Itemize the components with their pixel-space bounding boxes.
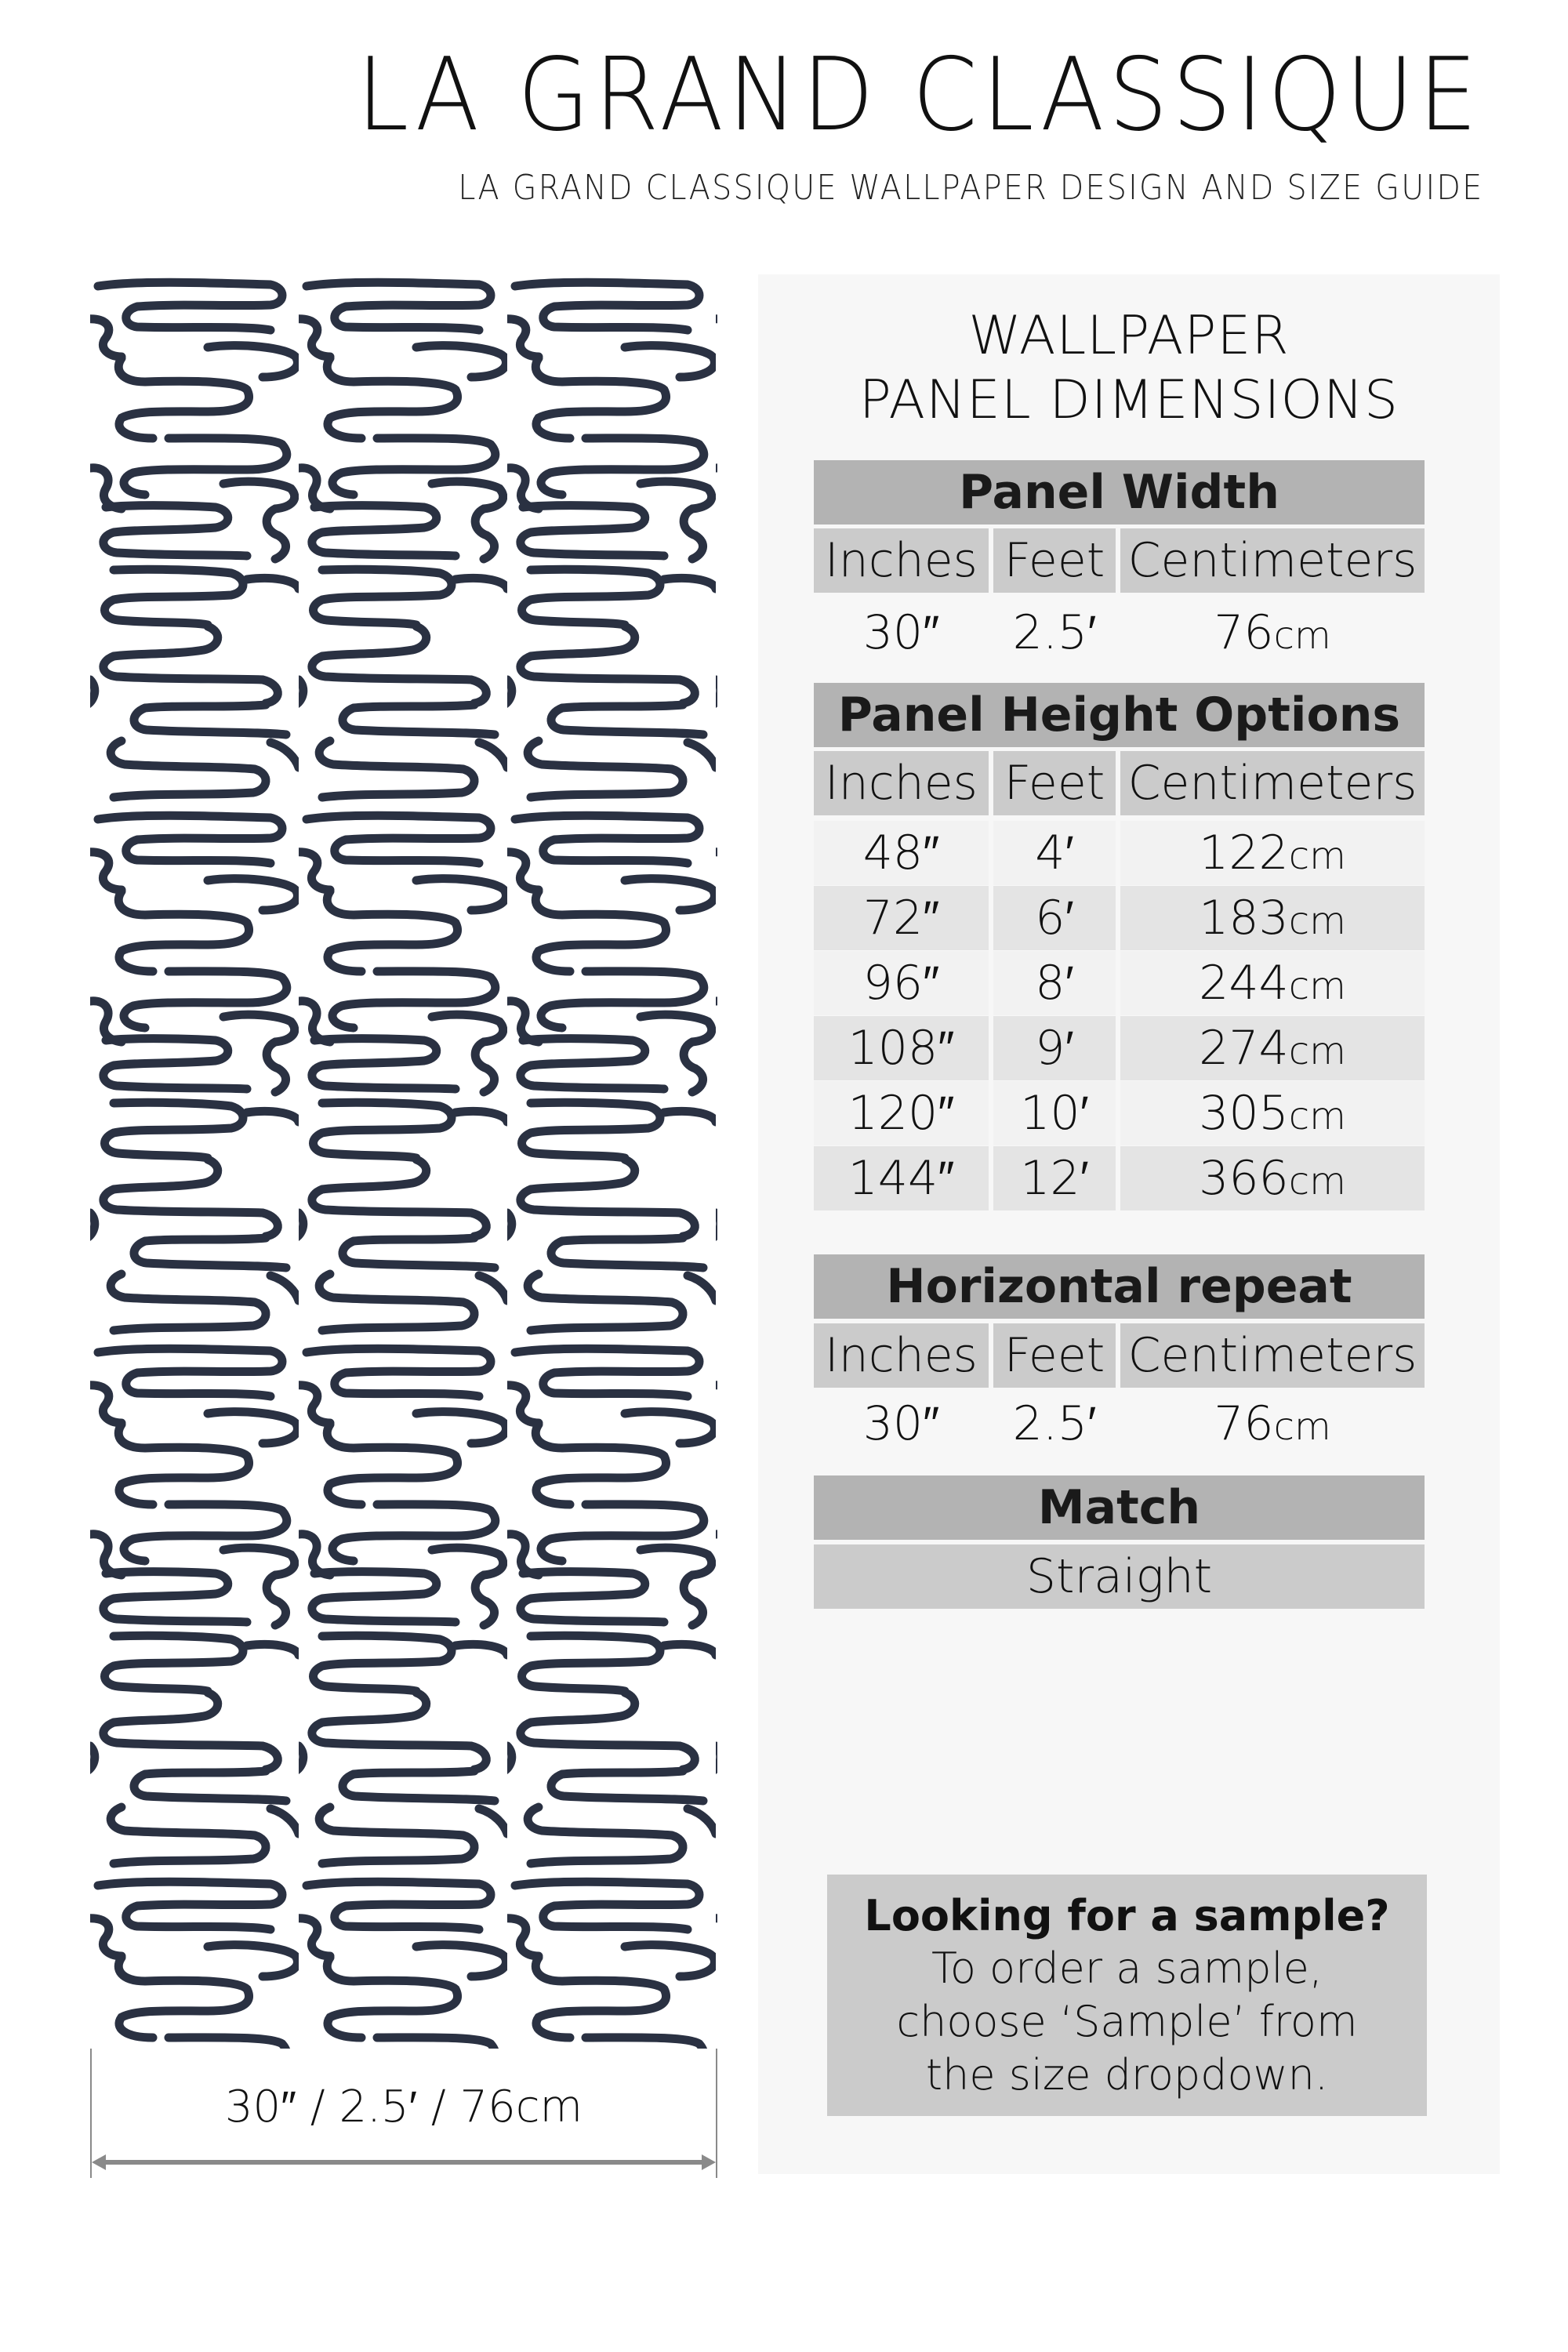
unit: cm xyxy=(1288,834,1346,878)
height-inches: 120″ xyxy=(814,1081,989,1145)
repeat-feet: 2.5′ xyxy=(1012,1396,1097,1451)
unit: cm xyxy=(1288,964,1346,1008)
value: 366 xyxy=(1199,1151,1289,1206)
panel-width-dimension-label: 30″ / 2.5′ / 76cm xyxy=(224,2082,583,2132)
repeat-cm xyxy=(1120,1392,1425,1456)
height-inches: 48″ xyxy=(814,821,989,885)
table-row xyxy=(814,1146,1425,1210)
panel-heading-line1: WALLPAPER xyxy=(968,305,1290,367)
panel-width-values-row xyxy=(814,601,1425,665)
height-feet: 9′ xyxy=(993,1016,1116,1080)
column-header-feet: Feet xyxy=(993,1323,1116,1388)
horizontal-repeat-column-headers xyxy=(814,1323,1425,1388)
panel-height-header: Panel Height Options xyxy=(814,683,1425,747)
wallpaper-pattern-preview xyxy=(90,272,717,2049)
height-feet: 12′ xyxy=(993,1146,1116,1210)
match-header: Match xyxy=(814,1475,1425,1540)
column-header-centimeters: Centimeters xyxy=(1120,528,1425,593)
column-header-feet: Feet xyxy=(993,528,1116,593)
height-cm xyxy=(1120,886,1425,950)
height-inches: 96″ xyxy=(814,951,989,1015)
unit: cm xyxy=(1273,1405,1331,1449)
panel-width-inches: 30″ xyxy=(862,605,940,660)
horizontal-repeat-header: Horizontal repeat xyxy=(814,1254,1425,1319)
table-row xyxy=(814,951,1425,1015)
sample-title: Looking for a sample? xyxy=(864,1891,1390,1940)
value: 122 xyxy=(1199,826,1289,880)
value: 305 xyxy=(1199,1086,1289,1141)
column-header-centimeters: Centimeters xyxy=(1120,1323,1425,1388)
unit: cm xyxy=(1288,1029,1346,1073)
double-arrow-icon xyxy=(92,2154,716,2170)
unit: cm xyxy=(1288,899,1346,943)
panel-heading-line2: PANEL DIMENSIONS xyxy=(858,369,1399,431)
height-inches: 72″ xyxy=(814,886,989,950)
column-header-centimeters: Centimeters xyxy=(1120,751,1425,815)
sample-text-line3: the size dropdown. xyxy=(925,2050,1329,2100)
panel-width-header: Panel Width xyxy=(814,460,1425,524)
sample-text-line2: choose ‘Sample’ from xyxy=(896,1997,1358,2046)
sample-info-box xyxy=(827,1875,1427,2116)
sample-text-line1: To order a sample, xyxy=(931,1944,1323,1993)
unit: cm xyxy=(1288,1094,1346,1138)
height-inches: 144″ xyxy=(814,1146,989,1210)
height-feet: 6′ xyxy=(993,886,1116,950)
height-feet: 4′ xyxy=(993,821,1116,885)
brand-title: LA GRAND CLASSIQUE xyxy=(357,37,1482,154)
column-header-inches: Inches xyxy=(814,751,989,815)
repeat-inches: 30″ xyxy=(862,1396,940,1451)
table-row xyxy=(814,1081,1425,1145)
panel-width-cm xyxy=(1120,601,1425,665)
height-cm xyxy=(1120,1016,1425,1080)
column-header-inches: Inches xyxy=(814,528,989,593)
height-cm xyxy=(1120,951,1425,1015)
table-row xyxy=(814,1016,1425,1080)
panel-width-feet: 2.5′ xyxy=(1012,605,1097,660)
height-inches: 108″ xyxy=(814,1016,989,1080)
value: 183 xyxy=(1199,891,1289,946)
height-cm xyxy=(1120,821,1425,885)
value: 76 xyxy=(1214,1396,1274,1451)
match-value: Straight xyxy=(814,1544,1425,1609)
table-row xyxy=(814,886,1425,950)
value: 244 xyxy=(1199,956,1289,1011)
wavy-line-pattern-icon xyxy=(90,272,717,2049)
table-row xyxy=(814,821,1425,885)
height-cm xyxy=(1120,1081,1425,1145)
panel-height-column-headers xyxy=(814,751,1425,815)
panel-width-column-headers xyxy=(814,528,1425,593)
panel-dimensions-card xyxy=(758,274,1500,2174)
column-header-inches: Inches xyxy=(814,1323,989,1388)
value: 274 xyxy=(1199,1021,1289,1076)
column-header-feet: Feet xyxy=(993,751,1116,815)
unit: cm xyxy=(1273,614,1331,658)
horizontal-repeat-values-row xyxy=(814,1392,1425,1456)
height-feet: 10′ xyxy=(993,1081,1116,1145)
height-feet: 8′ xyxy=(993,951,1116,1015)
value: 76 xyxy=(1214,605,1274,660)
brand-subtitle: LA GRAND CLASSIQUE WALLPAPER DESIGN AND SIZE GUIDE xyxy=(457,168,1483,208)
unit: cm xyxy=(1288,1160,1346,1203)
height-cm xyxy=(1120,1146,1425,1210)
